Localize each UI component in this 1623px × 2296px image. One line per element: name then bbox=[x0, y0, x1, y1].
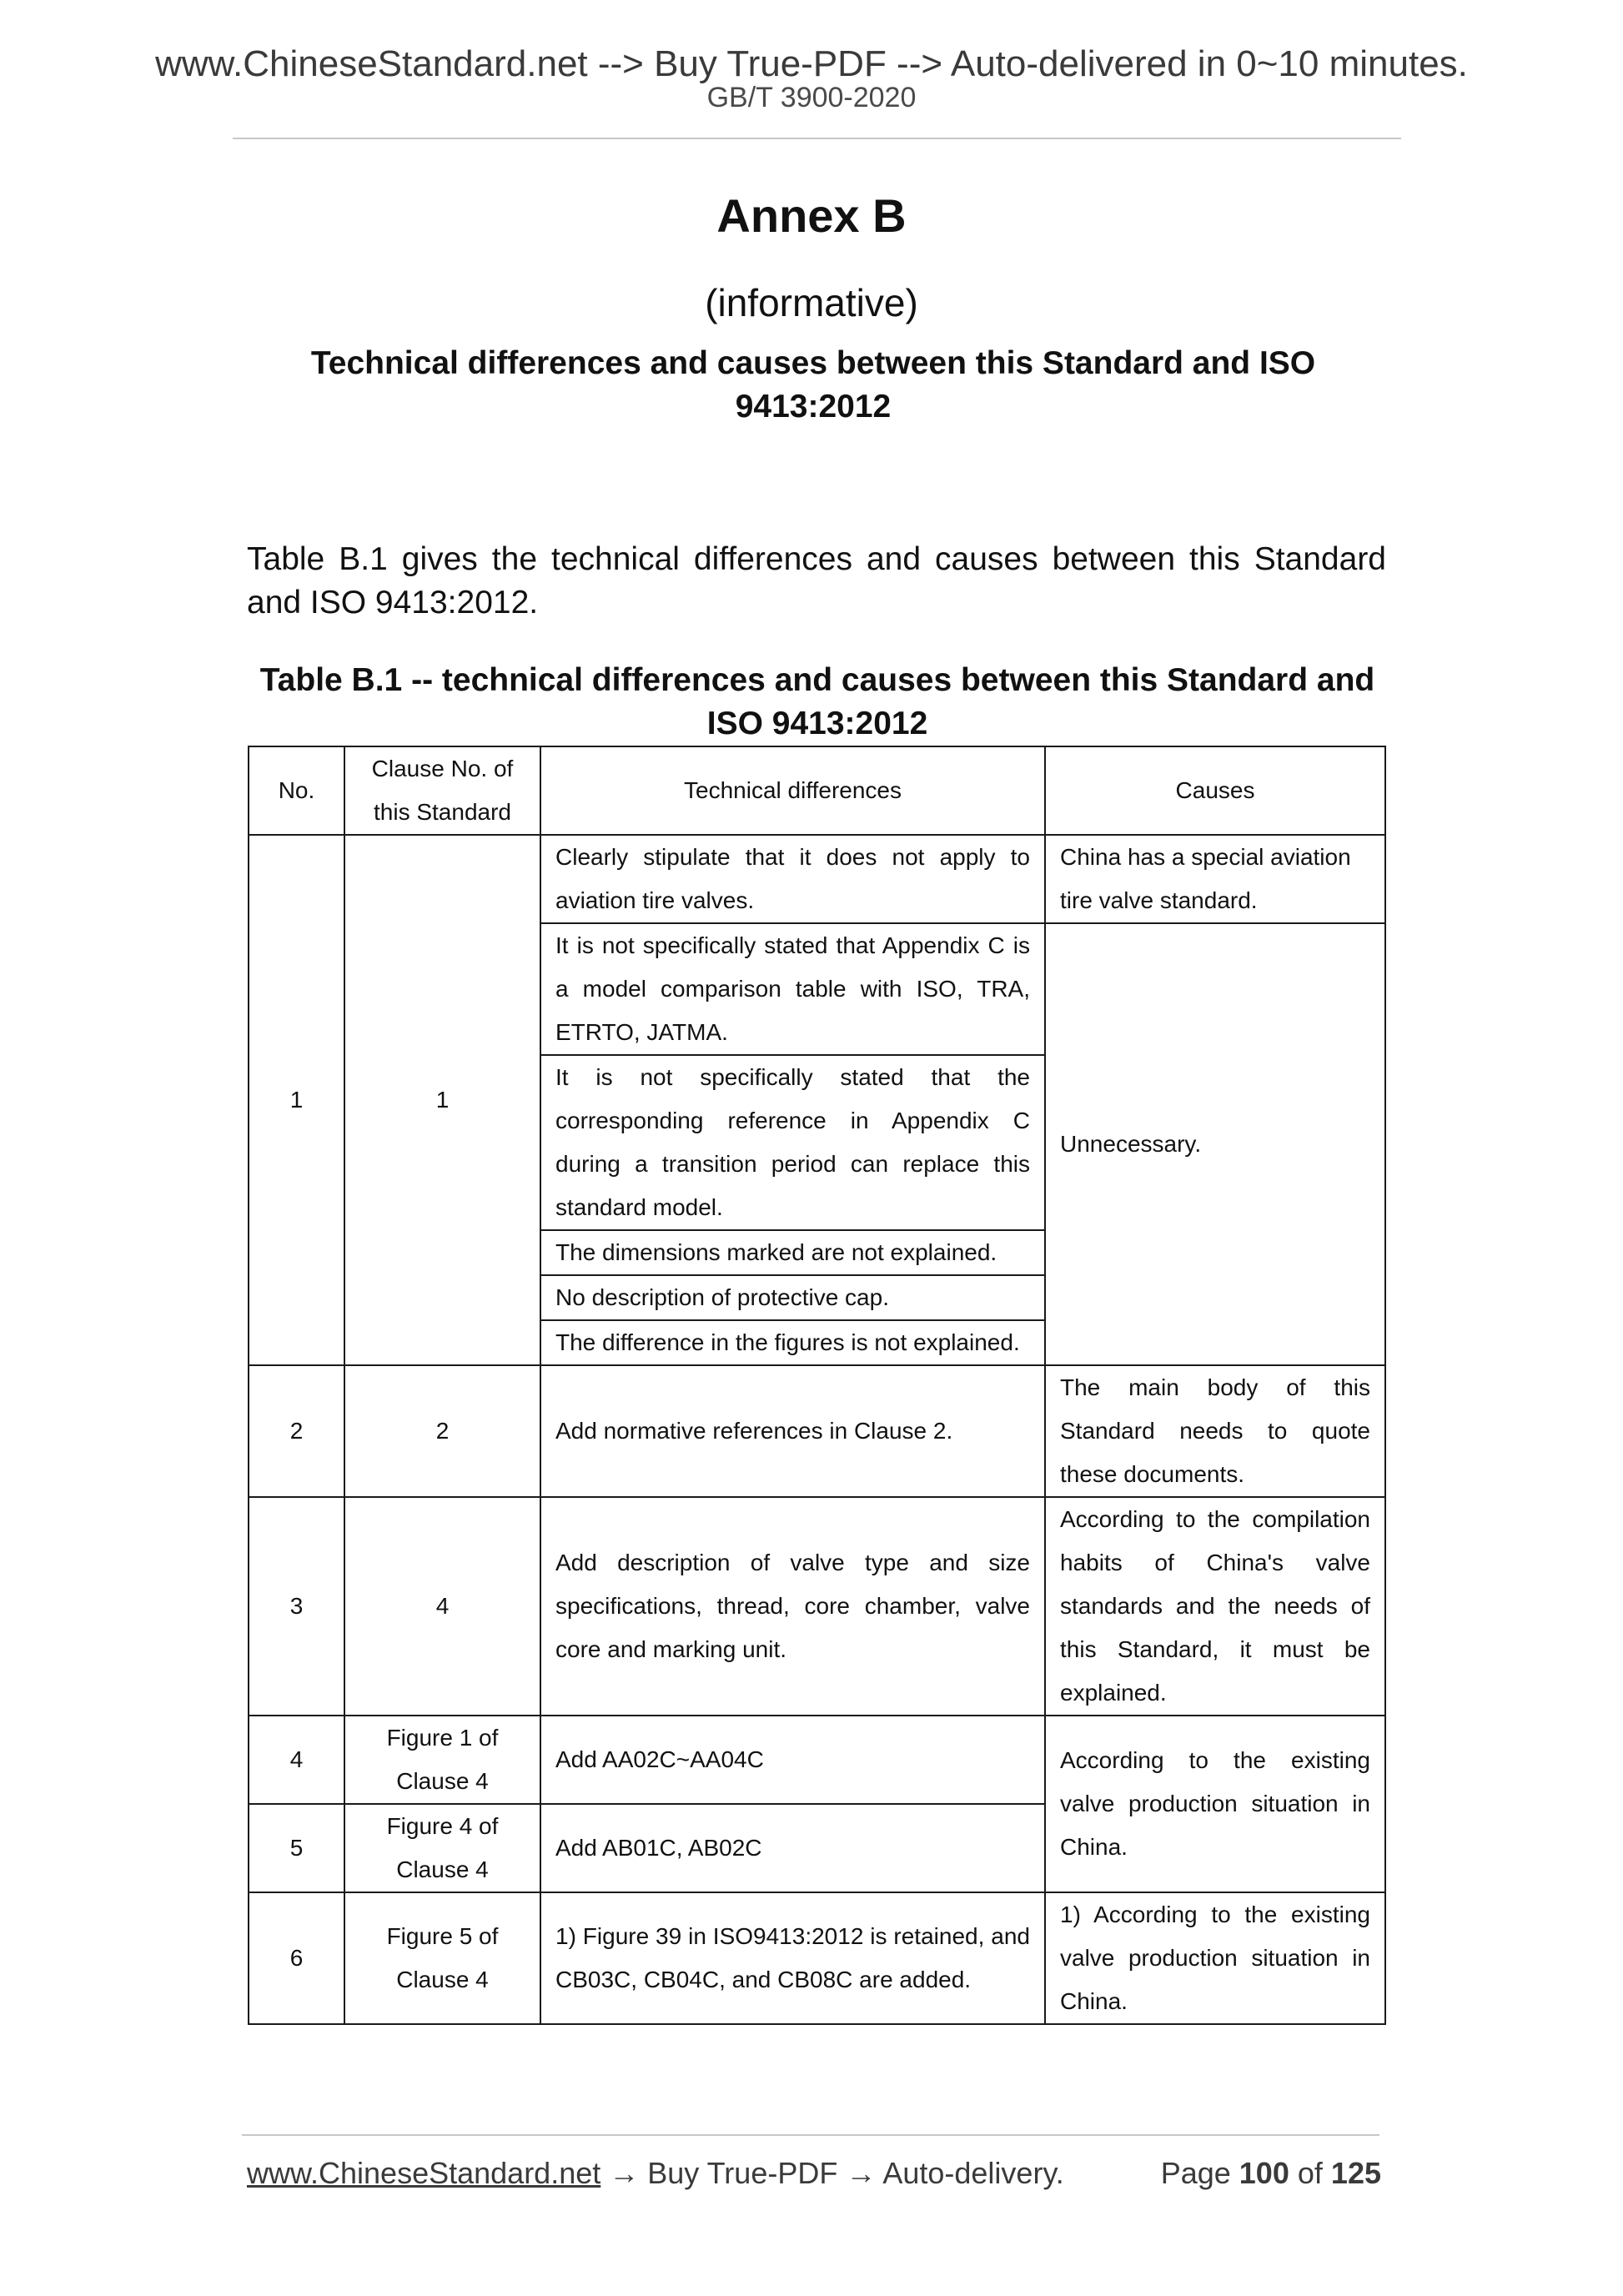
cell-clause: 1 bbox=[344, 835, 540, 1365]
footer-nav bbox=[247, 2156, 1064, 2191]
cell-difference: It is not specifically stated that the corresponding reference in Appendix C during a transition period can replace this standard model. bbox=[540, 1055, 1045, 1230]
page-total: 125 bbox=[1330, 2156, 1381, 2190]
cell-difference: Clearly stipulate that it does not apply to aviation tire valves. bbox=[540, 835, 1045, 923]
cell-cause: 1) According to the existing valve production situation in China. bbox=[1045, 1892, 1385, 2024]
cell-cause: According to the existing valve production situation in China. bbox=[1045, 1716, 1385, 1892]
header-differences: Technical differences bbox=[540, 746, 1045, 835]
cell-no: 1 bbox=[249, 835, 344, 1365]
cell-no: 4 bbox=[249, 1716, 344, 1804]
standard-number: GB/T 3900-2020 bbox=[706, 82, 917, 113]
header-divider bbox=[233, 138, 1401, 139]
header-clause: Clause No. of this Standard bbox=[344, 746, 540, 835]
cell-difference: 1) Figure 39 in ISO9413:2012 is retained, and CB03C, CB04C, and CB08C are added. bbox=[540, 1892, 1045, 2024]
cell-cause: China has a special aviation tire valve standard. bbox=[1045, 835, 1385, 923]
footer-divider bbox=[242, 2134, 1379, 2136]
annex-title: Annex B bbox=[716, 189, 907, 242]
page-indicator bbox=[1161, 2156, 1381, 2191]
cell-difference: The difference in the figures is not explained. bbox=[540, 1320, 1045, 1365]
table-caption: Table B.1 -- technical differences and causes between this Standard and ISO 9413:2012 bbox=[259, 662, 1375, 741]
cell-cause: The main body of this Standard needs to quote these documents. bbox=[1045, 1365, 1385, 1497]
page-of: of bbox=[1297, 2156, 1323, 2190]
table-header-row bbox=[249, 746, 1385, 835]
cell-no: 2 bbox=[249, 1365, 344, 1497]
cell-no: 5 bbox=[249, 1804, 344, 1892]
table-row bbox=[249, 835, 1385, 923]
table-row bbox=[249, 1497, 1385, 1716]
cell-difference: Add AB01C, AB02C bbox=[540, 1804, 1045, 1892]
cell-difference: Add normative references in Clause 2. bbox=[540, 1365, 1045, 1497]
cell-clause: Figure 5 of Clause 4 bbox=[344, 1892, 540, 2024]
header-no: No. bbox=[249, 746, 344, 835]
differences-table bbox=[248, 746, 1386, 2025]
header-causes: Causes bbox=[1045, 746, 1385, 835]
cell-no: 6 bbox=[249, 1892, 344, 2024]
cell-clause: Figure 4 of Clause 4 bbox=[344, 1804, 540, 1892]
page-current: 100 bbox=[1239, 2156, 1289, 2190]
cell-cause: According to the compilation habits of China's valve standards and the needs of this Standard, it must be explained. bbox=[1045, 1497, 1385, 1716]
cell-clause: Figure 1 of Clause 4 bbox=[344, 1716, 540, 1804]
annex-subtitle: (informative) bbox=[705, 281, 918, 324]
cell-difference: It is not specifically stated that Appendix C is a model comparison table with ISO, TRA, ETRTO, JATMA. bbox=[540, 923, 1045, 1055]
cell-clause: 2 bbox=[344, 1365, 540, 1497]
cell-difference: No description of protective cap. bbox=[540, 1275, 1045, 1320]
table-row bbox=[249, 1716, 1385, 1804]
footer-nav-text: → Buy True-PDF → Auto-delivery. bbox=[609, 2156, 1064, 2190]
annex-heading: Technical differences and causes between this Standard and ISO 9413:2012 bbox=[310, 345, 1316, 425]
cell-difference: The dimensions marked are not explained. bbox=[540, 1230, 1045, 1275]
intro-paragraph: Table B.1 gives the technical differences and causes between this Standard and ISO 9413:2012. bbox=[247, 541, 1386, 620]
table-row bbox=[249, 1892, 1385, 2024]
cell-no: 3 bbox=[249, 1497, 344, 1716]
cell-difference: Add description of valve type and size specifications, thread, core chamber, valve core and marking unit. bbox=[540, 1497, 1045, 1716]
cell-cause: Unnecessary. bbox=[1045, 923, 1385, 1365]
site-banner: www.ChineseStandard.net --> Buy True-PDF --> Auto-delivered in 0~10 minutes. bbox=[155, 43, 1468, 84]
footer-site-link[interactable]: www.ChineseStandard.net bbox=[247, 2156, 601, 2190]
page-label: Page bbox=[1160, 2156, 1231, 2190]
cell-difference: Add AA02C~AA04C bbox=[540, 1716, 1045, 1804]
table-row bbox=[249, 1365, 1385, 1497]
cell-clause: 4 bbox=[344, 1497, 540, 1716]
